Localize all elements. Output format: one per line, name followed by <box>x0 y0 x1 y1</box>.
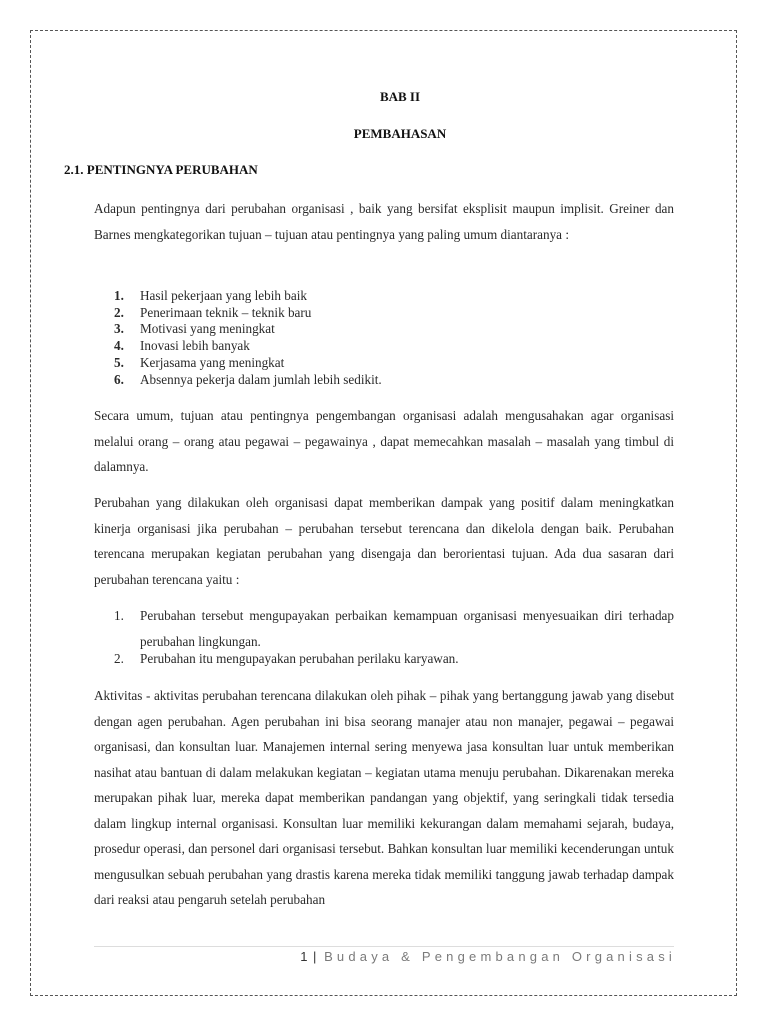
list-text: Absennya pekerja dalam jumlah lebih sedikit. <box>140 371 382 387</box>
paragraph-purpose: Secara umum, tujuan atau pentingnya pengembangan organisasi adalah mengusahakan agar organisasi melalui orang – orang atau pegawai – pegawainya , dapat memecahkan masalah – masalah yang timbul di dalamnya. <box>94 408 674 474</box>
list-item <box>94 288 674 305</box>
list-item <box>94 372 674 389</box>
list-text: Kerjasama yang meningkat <box>140 354 285 370</box>
list-number: 6. <box>114 371 124 387</box>
section-title: 2.1. PENTINGNYA PERUBAHAN <box>64 162 258 177</box>
list-item <box>94 305 674 322</box>
list-item <box>94 321 674 338</box>
list-text: Hasil pekerjaan yang lebih baik <box>140 288 307 303</box>
list-item <box>94 338 674 355</box>
paragraph-planned-change: Perubahan yang dilakukan oleh organisasi dapat memberikan dampak yang positif dalam meningkatkan kinerja organisasi jika perubahan – perubahan tersebut terencana dan dikelola dengan baik. Perubahan terencana merupakan kegiatan perubahan yang disengaja dan berorientasi tujuan. Ada dua sasaran dari perubahan terencana yaitu : <box>94 495 674 587</box>
targets-list <box>94 603 674 672</box>
goals-list <box>94 288 674 388</box>
list-text: Inovasi lebih banyak <box>140 338 250 354</box>
list-text: Perubahan tersebut mengupayakan perbaikan kemampuan organisasi menyesuaikan diri terhadap perubahan lingkungan. <box>140 608 674 649</box>
paragraph-change-agents: Aktivitas - aktivitas perubahan terencana dilakukan oleh pihak – pihak yang bertanggung jawab yang disebut dengan agen perubahan. Agen perubahan ini bisa seorang manajer atau non manajer, pegawai – pegawai organisasi, dan konsultan luar. Manajemen internal sering menyewa jasa konsultan luar untuk memberikan nasihat atau bantuan di dalam melakukan kegiatan – kegiatan utama menuju perubahan. Dikarenakan mereka merupakan pihak luar, mereka dapat memberikan pandangan yang objektif, yang seringkali tidak tersedia dalam lingkup internal organisasi. Konsultan luar memiliki kekurangan dalam memahami sejarah, budaya, prosedur operasi, dan personel dari organisasi tersebut. Bahkan konsultan luar memiliki kecenderungan untuk mengusulkan sebuah perubahan yang drastis karena mereka tidak memiliki tanggung jawab terhadap dampak dari reaksi atau pengaruh setelah perubahan <box>94 688 674 907</box>
list-text: Motivasi yang meningkat <box>140 321 275 337</box>
list-number: 1. <box>114 608 124 623</box>
list-number: 1. <box>114 288 124 303</box>
list-number: 2. <box>114 651 124 666</box>
page-footer <box>300 949 676 964</box>
footer-separator: | <box>313 949 317 964</box>
list-number: 4. <box>114 338 124 354</box>
list-item <box>94 355 674 372</box>
list-text: Penerimaan teknik – teknik baru <box>140 304 312 320</box>
list-number: 3. <box>114 321 124 337</box>
chapter-heading: BAB II <box>379 89 421 104</box>
footer-doc-title: Budaya & Pengembangan Organisasi <box>324 949 676 964</box>
list-number: 5. <box>114 354 124 370</box>
footer-divider <box>94 946 674 947</box>
chapter-title: PEMBAHASAN <box>353 126 447 141</box>
paragraph-intro: Adapun pentingnya dari perubahan organisasi , baik yang bersifat eksplisit maupun implisit. Greiner dan Barnes mengkategorikan tujuan – tujuan atau pentingnya yang paling umum diantaranya : <box>94 201 674 242</box>
page-number: 1 <box>300 949 308 964</box>
list-text: Perubahan itu mengupayakan perubahan perilaku karyawan. <box>140 651 459 666</box>
list-item <box>94 646 674 672</box>
list-number: 2. <box>114 304 124 320</box>
